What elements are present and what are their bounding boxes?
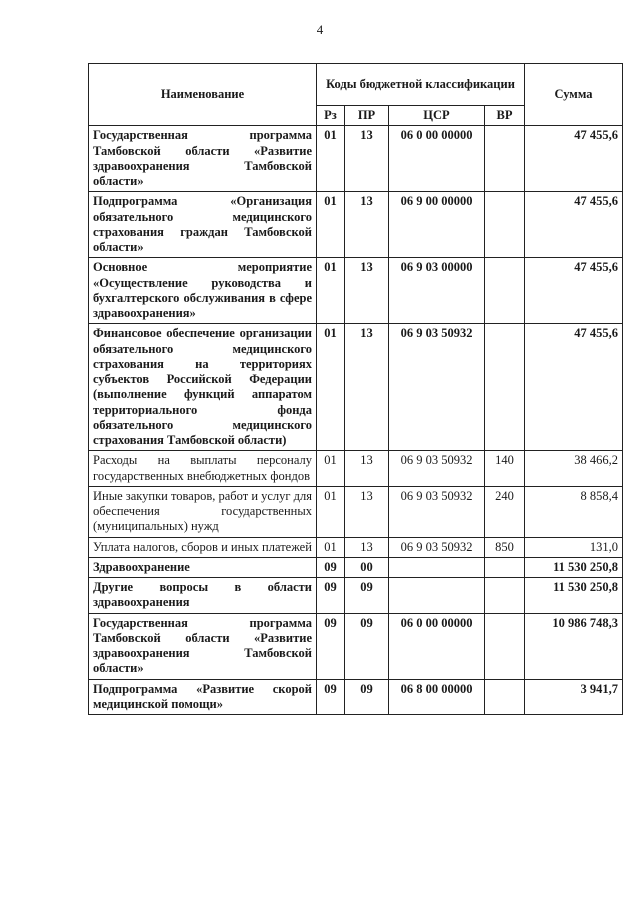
header-pr: ПР [345,106,389,126]
row-name: Подпрограмма «Организация обязательного медицинского страхования граждан Тамбовской области» [89,192,317,258]
row-name: Государственная программа Тамбовской области «Развитие здравоохранения Тамбовской области» [89,613,317,679]
row-name: Уплата налогов, сборов и иных платежей [89,537,317,557]
row-vr [485,192,525,258]
header-csr: ЦСР [389,106,485,126]
row-rz: 01 [317,126,345,192]
row-name: Здравоохранение [89,557,317,577]
table-row [89,557,623,577]
row-rz: 01 [317,486,345,537]
row-csr: 06 9 03 50932 [389,324,485,451]
row-rz: 01 [317,258,345,324]
row-csr: 06 0 00 00000 [389,126,485,192]
header-name: Наименование [89,64,317,126]
table-row [89,451,623,487]
row-sum: 47 455,6 [525,324,623,451]
table-row [89,537,623,557]
table-row [89,486,623,537]
table-row [89,679,623,715]
header-rz: Рз [317,106,345,126]
row-pr: 13 [345,258,389,324]
row-vr: 140 [485,451,525,487]
row-vr [485,126,525,192]
row-csr: 06 9 03 00000 [389,258,485,324]
row-vr [485,613,525,679]
row-csr: 06 0 00 00000 [389,613,485,679]
header-codes: Коды бюджетной классификации [317,64,525,106]
row-pr: 13 [345,451,389,487]
row-rz: 01 [317,451,345,487]
row-sum: 47 455,6 [525,126,623,192]
row-rz: 01 [317,537,345,557]
row-sum: 8 858,4 [525,486,623,537]
row-rz: 01 [317,324,345,451]
row-name: Основное мероприятие «Осуществление руководства и бухгалтерского обслуживания в сфере здравоохранения» [89,258,317,324]
table-row [89,578,623,614]
table-row [89,324,623,451]
row-name: Иные закупки товаров, работ и услуг для обеспечения государственных (муниципальных) нужд [89,486,317,537]
row-sum: 131,0 [525,537,623,557]
table-row [89,126,623,192]
row-sum: 47 455,6 [525,192,623,258]
row-vr [485,679,525,715]
row-csr: 06 9 00 00000 [389,192,485,258]
row-csr [389,557,485,577]
row-vr [485,578,525,614]
row-sum: 38 466,2 [525,451,623,487]
row-rz: 09 [317,578,345,614]
row-csr [389,578,485,614]
row-csr: 06 9 03 50932 [389,537,485,557]
row-vr: 240 [485,486,525,537]
row-csr: 06 8 00 00000 [389,679,485,715]
row-sum: 11 530 250,8 [525,578,623,614]
row-pr: 09 [345,578,389,614]
row-pr: 13 [345,126,389,192]
row-pr: 13 [345,192,389,258]
row-rz: 09 [317,613,345,679]
row-pr: 13 [345,537,389,557]
row-pr: 13 [345,486,389,537]
row-rz: 09 [317,679,345,715]
row-rz: 09 [317,557,345,577]
table-row [89,258,623,324]
row-vr [485,557,525,577]
row-name: Государственная программа Тамбовской области «Развитие здравоохранения Тамбовской области» [89,126,317,192]
row-name: Финансовое обеспечение организации обязательного медицинского страхования на территориях субъектов Российской Федерации (выполнение функций аппаратом территориального фонда обязательного медицинского страхования Тамбовской области) [89,324,317,451]
budget-table [88,63,623,715]
header-sum: Сумма [525,64,623,126]
header-vr: ВР [485,106,525,126]
row-vr [485,258,525,324]
row-pr: 09 [345,679,389,715]
row-vr [485,324,525,451]
row-sum: 47 455,6 [525,258,623,324]
row-sum: 10 986 748,3 [525,613,623,679]
row-name: Расходы на выплаты персоналу государственных внебюджетных фондов [89,451,317,487]
row-csr: 06 9 03 50932 [389,451,485,487]
row-pr: 09 [345,613,389,679]
row-sum: 11 530 250,8 [525,557,623,577]
row-pr: 13 [345,324,389,451]
page-number: 4 [316,22,324,37]
row-name: Подпрограмма «Развитие скорой медицинской помощи» [89,679,317,715]
row-name: Другие вопросы в области здравоохранения [89,578,317,614]
table-row [89,613,623,679]
table-row [89,192,623,258]
row-csr: 06 9 03 50932 [389,486,485,537]
row-rz: 01 [317,192,345,258]
row-pr: 00 [345,557,389,577]
row-vr: 850 [485,537,525,557]
row-sum: 3 941,7 [525,679,623,715]
